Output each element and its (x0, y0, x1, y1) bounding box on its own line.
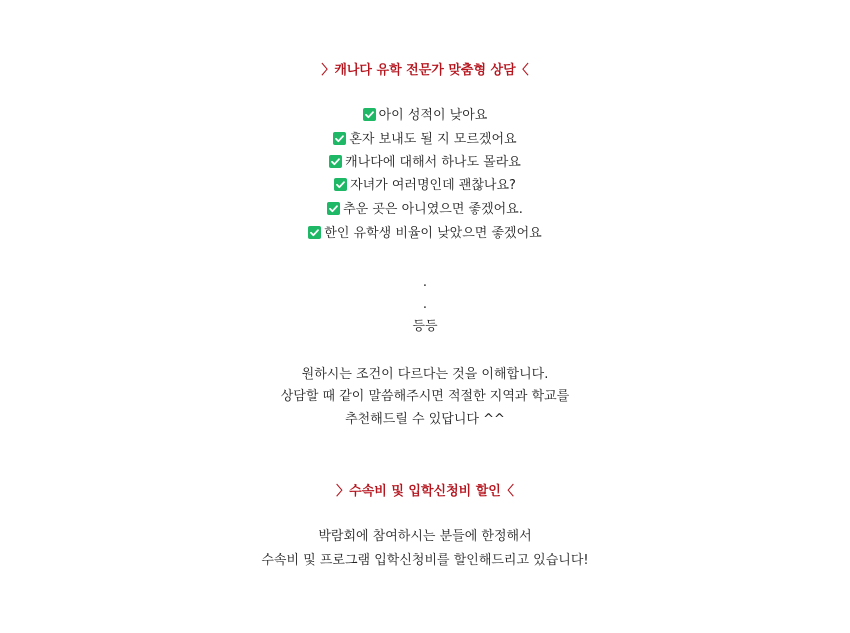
checklist-item-label: 한인 유학생 비율이 낮았으면 좋겠어요 (324, 226, 542, 241)
paragraph-line: 박람회에 참여하시는 분들에 한정해서 (318, 529, 532, 544)
checklist-item-label: 혼자 보내도 될 지 모르겠어요 (349, 132, 517, 147)
check-box-icon (363, 108, 376, 121)
checklist-item-label: 캐나다에 대해서 하나도 몰라요 (345, 155, 521, 170)
etc-text: 등등 (412, 319, 438, 334)
checklist-item (0, 107, 850, 125)
check-box-icon (334, 178, 347, 191)
checklist-item-label: 자녀가 여러명인데 괜찮나요? (350, 178, 516, 193)
checklist-item-label: 아이 성적이 낮아요 (378, 108, 488, 123)
check-box-icon (329, 155, 342, 168)
paragraph-line: 상담할 때 같이 말씀해주시면 적절한 지역과 학교를 (280, 389, 570, 404)
consultation-heading: 〉캐나다 유학 전문가 맞춤형 상담〈 (321, 63, 529, 78)
check-box-icon (333, 132, 346, 145)
checklist-item (0, 177, 850, 195)
paragraph-line: 수속비 및 프로그램 입학신청비를 할인해드리고 있습니다! (261, 553, 589, 568)
check-box-icon (327, 202, 340, 215)
checklist-item (0, 201, 850, 219)
check-box-icon (308, 226, 321, 239)
checklist-item-label: 추운 곳은 아니였으면 좋겠어요. (343, 202, 523, 217)
checklist-item (0, 225, 850, 243)
paragraph-line: 추천해드릴 수 있답니다 ^^ (345, 412, 505, 427)
discount-heading: 〉수속비 및 입학신청비 할인〈 (336, 484, 514, 499)
checklist-item (0, 131, 850, 149)
dot-separator: . (422, 297, 428, 312)
dot-separator: . (422, 275, 428, 290)
paragraph-line: 원하시는 조건이 다르다는 것을 이해합니다. (301, 367, 549, 382)
checklist-item (0, 154, 850, 172)
